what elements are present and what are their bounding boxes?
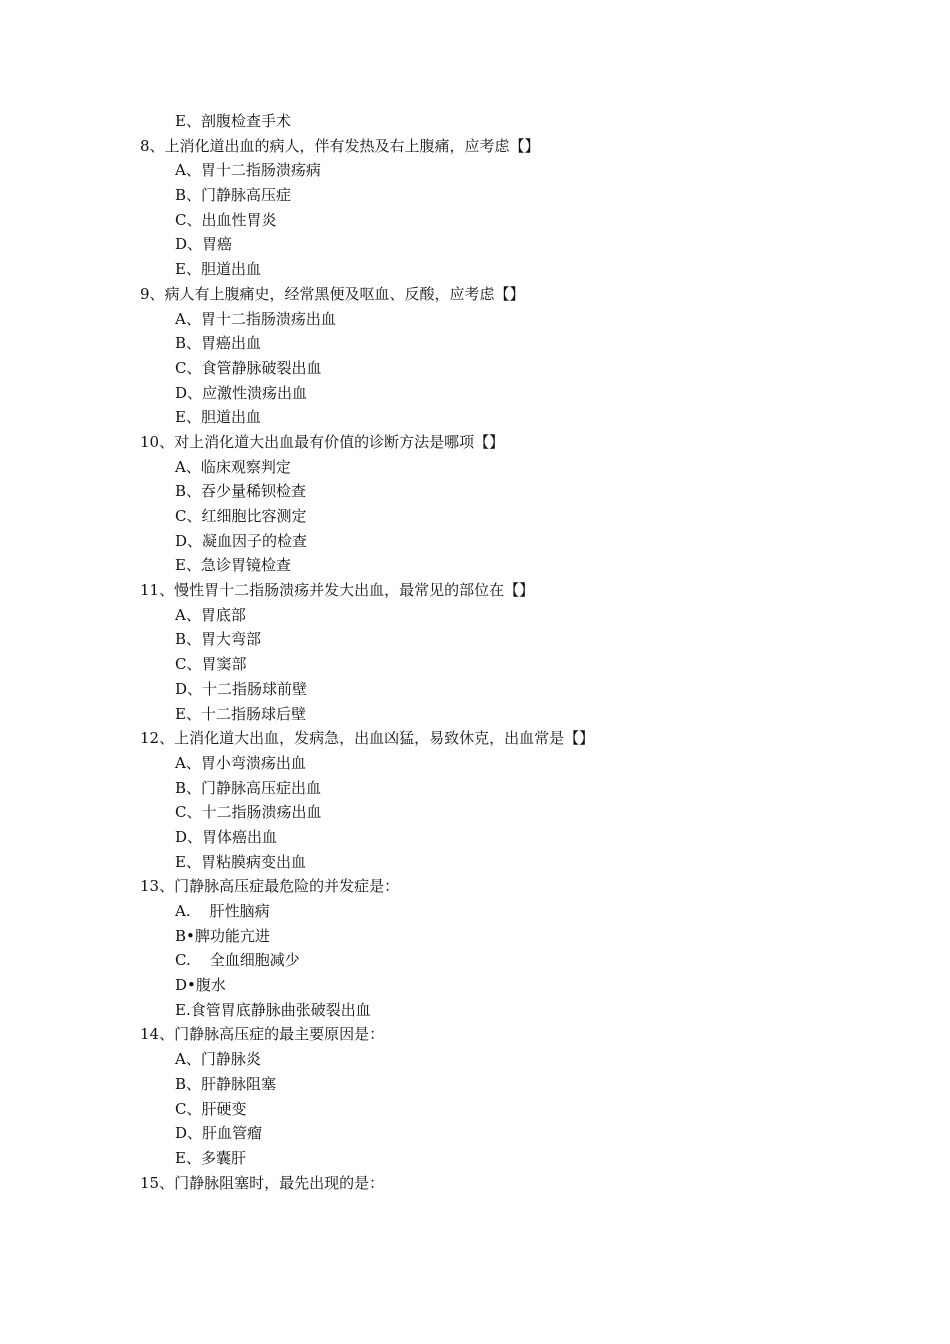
option-14-e: E、多囊肝 xyxy=(175,1148,246,1167)
option-14-a: A、门静脉炎 xyxy=(175,1050,261,1069)
option-8-c: C、出血性胃炎 xyxy=(175,210,277,229)
option-12-e: E、胃粘膜病变出血 xyxy=(175,852,306,871)
option-11-a: A、胃底部 xyxy=(175,605,246,624)
option-12-d: D、胃体癌出血 xyxy=(175,827,278,846)
option-11-d: D、十二指肠球前壁 xyxy=(175,679,308,698)
option-8-d: D、胃癌 xyxy=(175,235,233,254)
option-9-d: D、应激性溃疡出血 xyxy=(175,383,308,402)
option-14-b: B、肝静脉阻塞 xyxy=(175,1074,277,1093)
question-10: 10、对上消化道大出血最有价值的诊断方法是哪项【】 xyxy=(140,432,505,451)
option-10-b: B、吞少量稀钡检查 xyxy=(175,482,307,501)
question-12: 12、上消化道大出血，发病急，出血凶猛，易致休克，出血常是【】 xyxy=(140,729,595,748)
option-10-e: E、急诊胃镜检查 xyxy=(175,556,291,575)
option-10-d: D、凝血因子的检查 xyxy=(175,531,308,550)
question-9: 9、病人有上腹痛史，经常黑便及呕血、反酸，应考虑【】 xyxy=(140,284,525,303)
option-11-c: C、胃窦部 xyxy=(175,655,247,674)
option-9-e: E、胆道出血 xyxy=(175,408,261,427)
option-13-b: B•脾功能亢进 xyxy=(175,926,270,945)
option-13-c: C. 全血细胞减少 xyxy=(175,951,300,970)
question-15: 15、门静脉阻塞时，最先出现的是： xyxy=(140,1173,385,1192)
option-9-c: C、食管静脉破裂出血 xyxy=(175,358,322,377)
question-list xyxy=(140,109,840,1195)
question-8: 8、上消化道出血的病人，伴有发热及右上腹痛，应考虑【】 xyxy=(140,136,540,155)
option-12-a: A、胃小弯溃疡出血 xyxy=(175,753,306,772)
option-13-a: A. 肝性脑病 xyxy=(175,902,270,920)
question-14: 14、门静脉高压症的最主要原因是： xyxy=(140,1025,385,1044)
option-9-a: A、胃十二指肠溃疡出血 xyxy=(175,309,336,328)
option-12-c: C、十二指肠溃疡出血 xyxy=(175,803,322,822)
option-13-e: E.食管胃底静脉曲张破裂出血 xyxy=(175,1000,371,1019)
leading-option: E、剖腹检查手术 xyxy=(175,112,291,130)
option-14-d: D、肝血管瘤 xyxy=(175,1124,263,1143)
option-9-b: B、胃癌出血 xyxy=(175,334,262,353)
question-11: 11、慢性胃十二指肠溃疡并发大出血，最常见的部位在【】 xyxy=(140,581,535,600)
option-11-e: E、十二指肠球后壁 xyxy=(175,704,306,723)
question-13: 13、门静脉高压症最危险的并发症是： xyxy=(140,877,400,896)
option-11-b: B、胃大弯部 xyxy=(175,630,262,649)
option-8-e: E、胆道出血 xyxy=(175,260,261,279)
option-8-b: B、门静脉高压症 xyxy=(175,186,292,205)
option-10-c: C、红细胞比容测定 xyxy=(175,507,307,525)
option-13-d: D•腹水 xyxy=(175,976,226,995)
option-14-c: C、肝硬变 xyxy=(175,1099,247,1118)
option-10-a: A、临床观察判定 xyxy=(175,457,291,476)
option-12-b: B、门静脉高压症出血 xyxy=(175,778,322,797)
option-8-a: A、胃十二指肠溃疡病 xyxy=(175,161,321,180)
